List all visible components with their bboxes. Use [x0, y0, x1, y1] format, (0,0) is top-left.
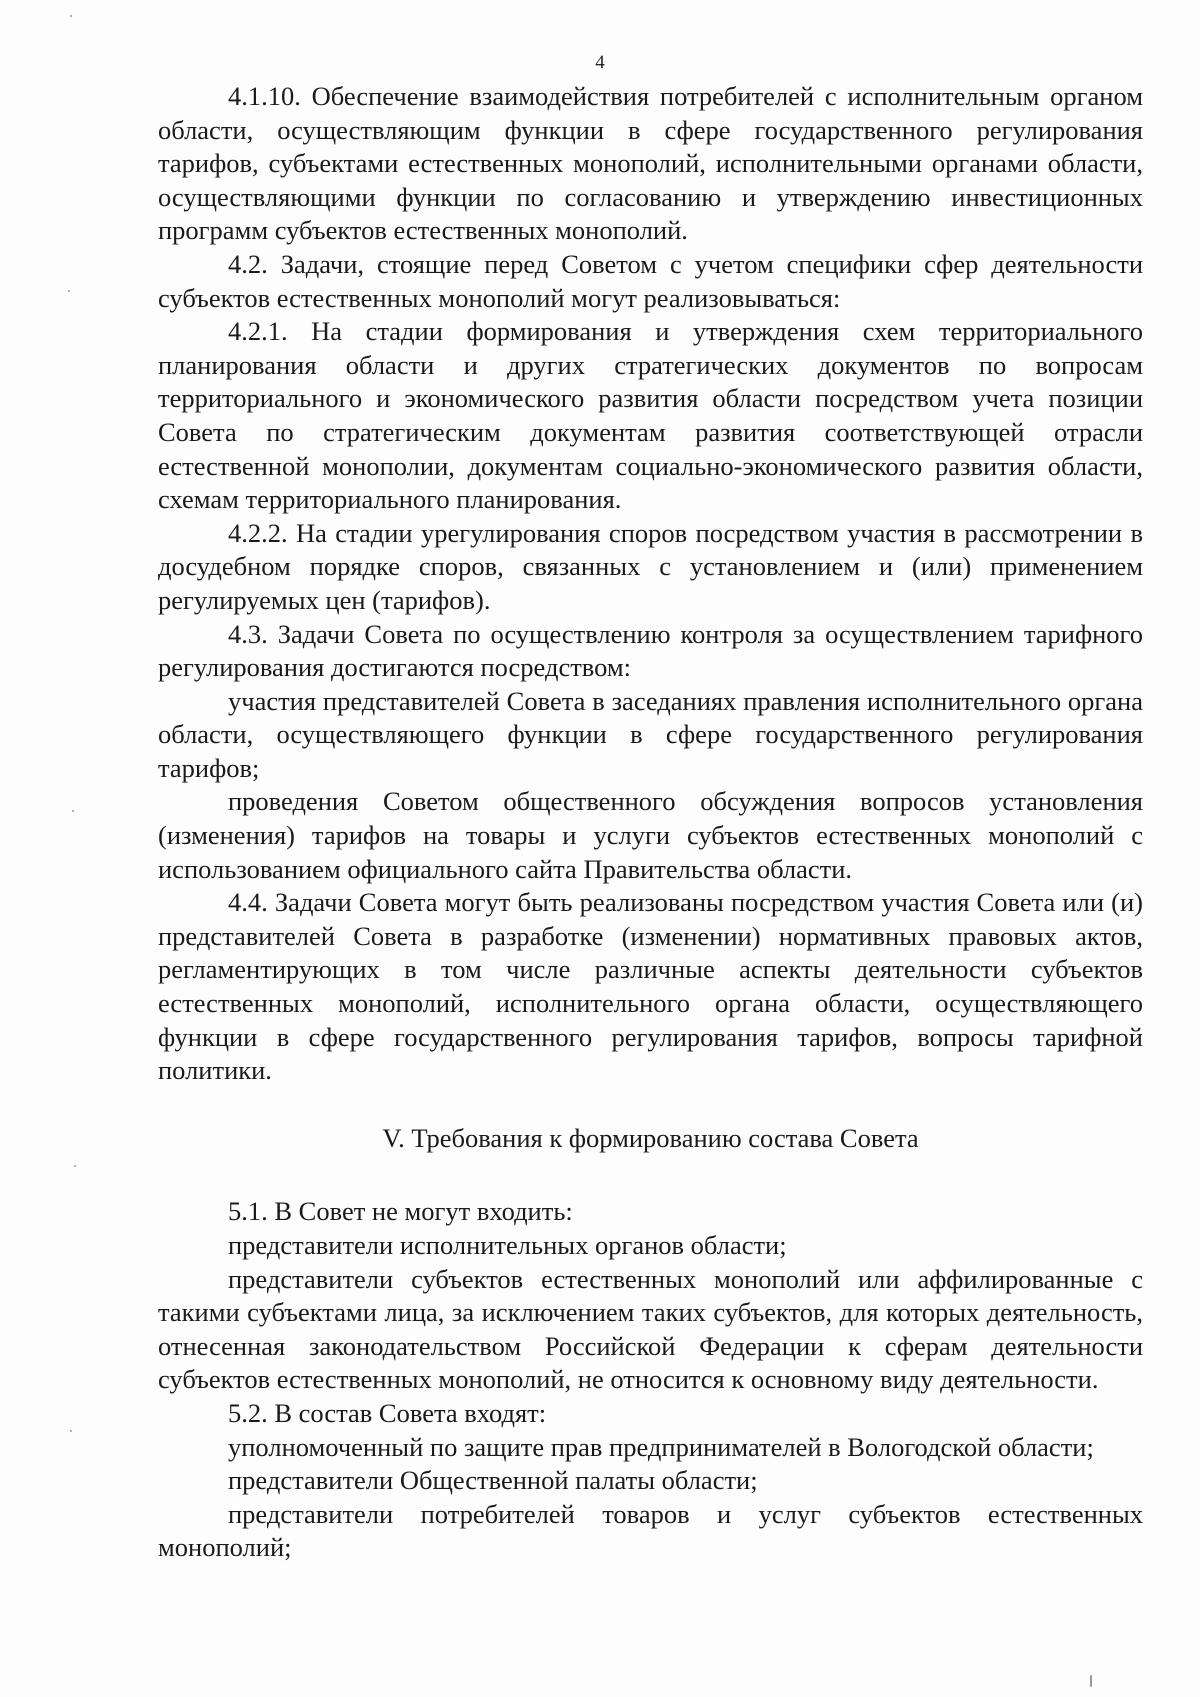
scan-speck	[68, 290, 70, 292]
section-heading: V. Требования к формированию состава Совета	[382, 1122, 919, 1153]
paragraph-4-3: 4.3. Задачи Совета по осуществлению контроля за осуществлением тарифного регулирования достигаются посредством:	[158, 618, 1143, 683]
paragraph-4-2-1: 4.2.1. На стадии формирования и утверждения схем территориального планирования области и других стратегических документов по вопросам территориального и экономического развития области посредством учета позиции Совета по стратегическим документам развития соответствующей отрасли естественной монополии, документам социально-экономического развития области, схемам территориального планирования.	[158, 316, 1143, 515]
paragraph-4-3-item-2: проведения Советом общественного обсуждения вопросов установления (изменения) тарифов на товары и услуги субъектов естественных монополий с использованием официального сайта Правительства области.	[158, 786, 1143, 884]
paragraph-5-2-item-3: представители потребителей товаров и услуг субъектов естественных монополий;	[158, 1498, 1143, 1563]
scan-speck	[70, 1430, 72, 1432]
paragraph-5-2-item-2: представители Общественной палаты области;	[228, 1465, 758, 1496]
document-body	[158, 80, 1143, 1565]
scan-speck	[74, 1165, 76, 1167]
paragraph-5-2: 5.2. В состав Совета входят:	[228, 1397, 547, 1428]
paragraph-4-4: 4.4. Задачи Совета могут быть реализованы посредством участия Совета или (и) представителей Совета в разработке (изменении) нормативных правовых актов, регламентирующих в том числе различные аспекты деятельности субъектов естественных монополий, исполнительного органа области, осуществляющего функции в сфере государственного регулирования тарифов, вопросы тарифной политики.	[158, 887, 1143, 1086]
paragraph-4-2: 4.2. Задачи, стоящие перед Советом с учетом специфики сфер деятельности субъектов естественных монополий могут реализовываться:	[158, 248, 1143, 313]
paragraph-4-1-10: 4.1.10. Обеспечение взаимодействия потребителей с исполнительным органом области, осуществляющим функции в сфере государственного регулирования тарифов, субъектами естественных монополий, исполнительными органами области, осуществляющими функции по согласованию и утверждению инвестиционных программ субъектов естественных монополий.	[158, 81, 1143, 246]
paragraph-5-2-item-1: уполномоченный по защите прав предпринимателей в Вологодской области;	[228, 1431, 1094, 1462]
scan-speck	[1090, 1675, 1092, 1687]
paragraph-4-3-item-1: участия представителей Совета в заседаниях правления исполнительного органа области, осуществляющего функции в сфере государственного регулирования тарифов;	[158, 685, 1143, 783]
paragraph-4-2-2: 4.2.2. На стадии урегулирования споров посредством участия в рассмотрении в досудебном порядке споров, связанных с установлением и (или) применением регулируемых цен (тарифов).	[158, 517, 1143, 615]
paragraph-5-1: 5.1. В Совет не могут входить:	[228, 1196, 573, 1227]
scan-speck	[72, 810, 74, 812]
page-number: 4	[595, 52, 605, 73]
scan-speck	[70, 15, 72, 17]
paragraph-5-1-item-2: представители субъектов естественных монополий или аффилированные с такими субъектами лица, за исключением таких субъектов, для которых деятельность, отнесенная законодательством Российской Федерации к сферам деятельности субъектов естественных монополий, не относится к основному виду деятельности.	[158, 1263, 1143, 1395]
paragraph-5-1-item-1: представители исполнительных органов области;	[228, 1230, 787, 1260]
